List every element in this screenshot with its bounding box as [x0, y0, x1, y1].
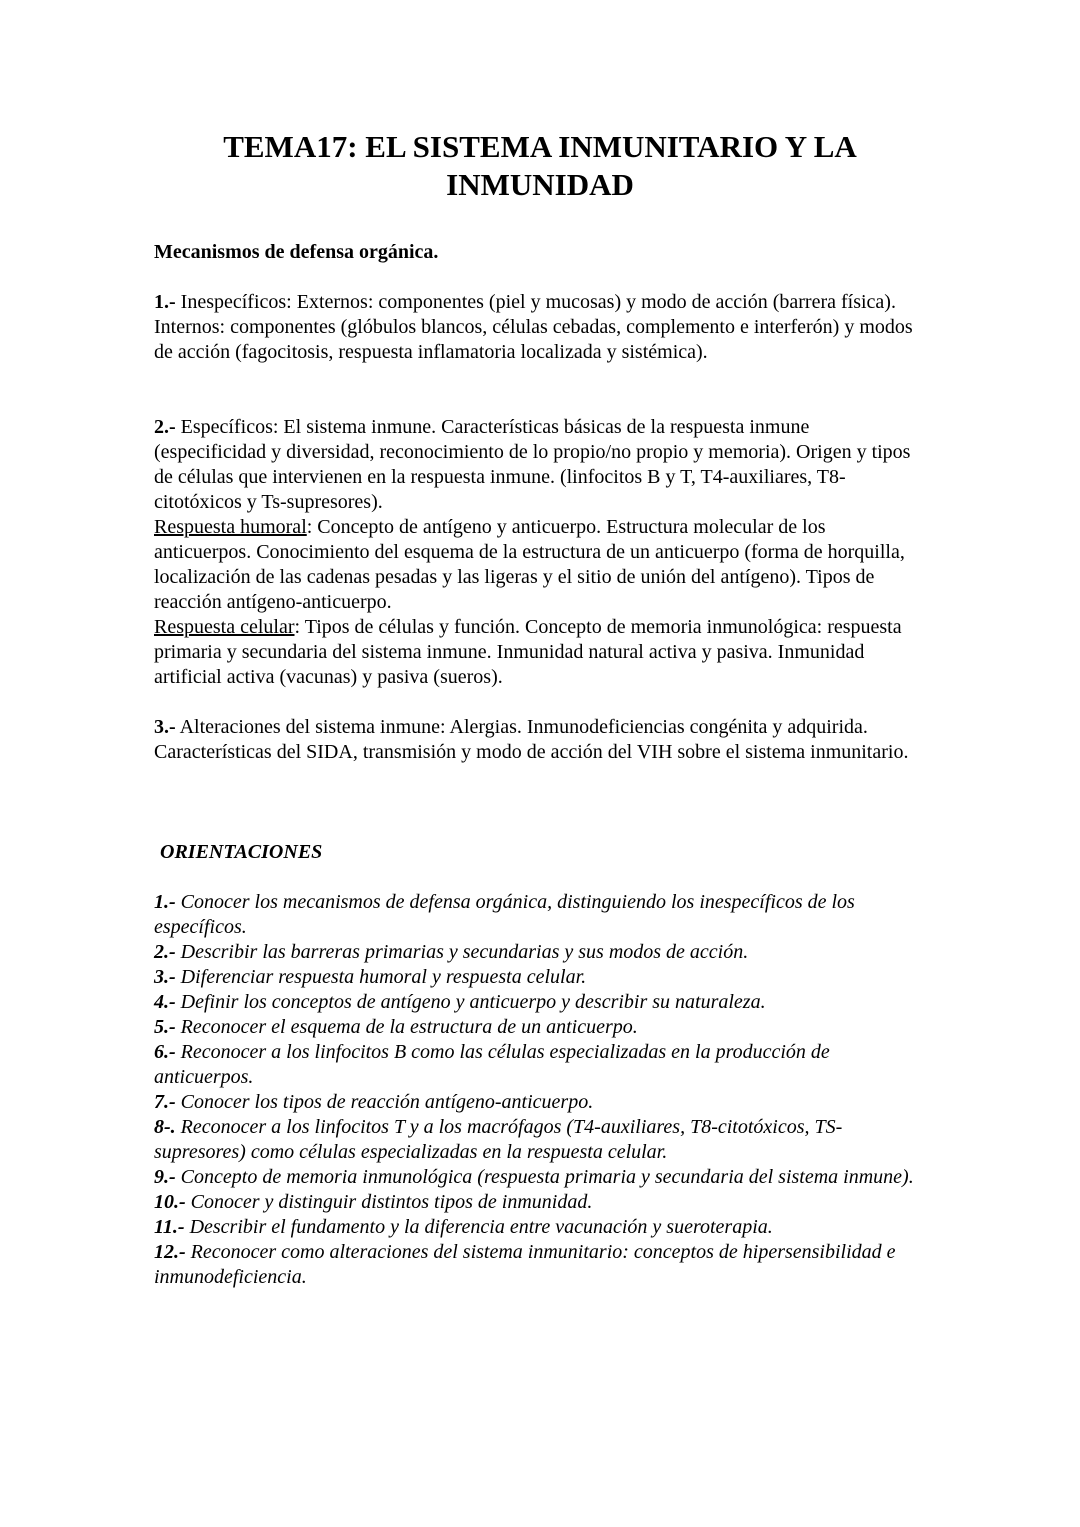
paragraph-especificos — [154, 415, 926, 690]
orientacion-item — [154, 940, 926, 965]
section-heading: Mecanismos de defensa orgánica. — [154, 241, 439, 263]
orientacion-text: Definir los conceptos de antígeno y anticuerpo y describir su naturaleza. — [175, 991, 766, 1013]
respuesta-humoral-text: : Concepto de antígeno y anticuerpo. Estructura molecular de los anticuerpos. Conocimiento del esquema de la estructura de un anticuerpo (forma de horquilla, localización de las cadenas pesadas y las ligeras y el sitio de unión del antígeno). Tipos de reacción antígeno-anticuerpo. — [154, 516, 905, 613]
orientacion-number: 5.- — [154, 1016, 176, 1038]
orientacion-item — [154, 1165, 926, 1190]
respuesta-celular-label: Respuesta celular — [154, 616, 295, 638]
orientacion-number: 10.- — [154, 1191, 186, 1213]
orientacion-number: 7.- — [154, 1091, 176, 1113]
orientacion-text: Reconocer el esquema de la estructura de un anticuerpo. — [175, 1016, 638, 1038]
orientacion-number: 1.- — [154, 891, 176, 913]
orientacion-text: Reconocer a los linfocitos T y a los macrófagos (T4-auxiliares, T8-citotóxicos, TS-supresores) como células especializadas en la respuesta celular. — [154, 1116, 843, 1163]
orientacion-text: Describir las barreras primarias y secundarias y sus modos de acción. — [175, 941, 749, 963]
orientacion-number: 4.- — [154, 991, 176, 1013]
orientacion-number: 2.- — [154, 941, 176, 963]
orientacion-text: Concepto de memoria inmunológica (respuesta primaria y secundaria del sistema inmune). — [175, 1166, 914, 1188]
orientacion-text: Diferenciar respuesta humoral y respuesta celular. — [175, 966, 587, 988]
paragraph-text-internos: Internos: componentes (glóbulos blancos, células cebadas, complemento e interferón) y modos de acción (fagocitosis, respuesta inflamatoria localizada y sistémica). — [154, 316, 913, 363]
orientacion-item — [154, 965, 926, 990]
orientacion-text: Conocer los mecanismos de defensa orgánica, distinguiendo los inespecíficos de los específicos. — [154, 891, 855, 938]
orientacion-text: Reconocer a los linfocitos B como las células especializadas en la producción de anticuerpos. — [154, 1041, 830, 1088]
orientacion-item — [154, 1115, 926, 1165]
page-title-line-2: INMUNIDAD — [446, 167, 634, 202]
paragraph-text: Específicos: El sistema inmune. Características básicas de la respuesta inmune (especificidad y diversidad, reconocimiento de lo propio/no propio y memoria). Origen y tipos de células que intervienen en la respuesta inmune. (linfocitos B y T, T4-auxiliares, T8-citotóxicos y Ts-supresores). — [154, 416, 911, 513]
orientacion-number: 11.- — [154, 1216, 185, 1238]
orientacion-item — [154, 1040, 926, 1090]
orientacion-item — [154, 1015, 926, 1040]
orientacion-number: 12.- — [154, 1241, 186, 1263]
orientacion-number: 3.- — [154, 966, 176, 988]
orientaciones-list — [154, 890, 926, 1290]
paragraph-text: Inespecíficos: Externos: componentes (piel y mucosas) y modo de acción (barrera física). — [175, 291, 896, 313]
orientacion-number: 6.- — [154, 1041, 176, 1063]
orientacion-item — [154, 1215, 926, 1240]
respuesta-humoral-label: Respuesta humoral — [154, 516, 307, 538]
page-title-line-1: TEMA17: EL SISTEMA INMUNITARIO Y LA — [223, 129, 857, 164]
orientacion-number: 8-. — [154, 1116, 176, 1138]
orientaciones-heading: ORIENTACIONES — [160, 841, 323, 863]
orientacion-text: Describir el fundamento y la diferencia entre vacunación y sueroterapia. — [184, 1216, 773, 1238]
paragraph-alteraciones — [154, 715, 926, 765]
orientacion-text: Conocer los tipos de reacción antígeno-anticuerpo. — [175, 1091, 594, 1113]
orientacion-item — [154, 990, 926, 1015]
orientacion-item — [154, 1190, 926, 1215]
paragraph-text: Alteraciones del sistema inmune: Alergias. Inmunodeficiencias congénita y adquirida. Características del SIDA, transmisión y modo de acción del VIH sobre el sistema inmunitario. — [154, 716, 909, 763]
page-title — [154, 128, 926, 204]
orientacion-number: 9.- — [154, 1166, 176, 1188]
orientacion-text: Reconocer como alteraciones del sistema inmunitario: conceptos de hipersensibilidad e inmunodeficiencia. — [154, 1241, 896, 1288]
orientacion-item — [154, 890, 926, 940]
paragraph-number: 1.- — [154, 291, 176, 313]
paragraph-number: 2.- — [154, 416, 176, 438]
orientacion-item — [154, 1240, 926, 1290]
orientacion-text: Conocer y distinguir distintos tipos de inmunidad. — [185, 1191, 593, 1213]
paragraph-number: 3.- — [154, 716, 176, 738]
paragraph-inespecificos — [154, 290, 926, 365]
orientacion-item — [154, 1090, 926, 1115]
respuesta-celular-text: : Tipos de células y función. Concepto de memoria inmunológica: respuesta primaria y secundaria del sistema inmune. Inmunidad natural activa y pasiva. Inmunidad artificial activa (vacunas) y pasiva (sueros). — [154, 616, 902, 688]
